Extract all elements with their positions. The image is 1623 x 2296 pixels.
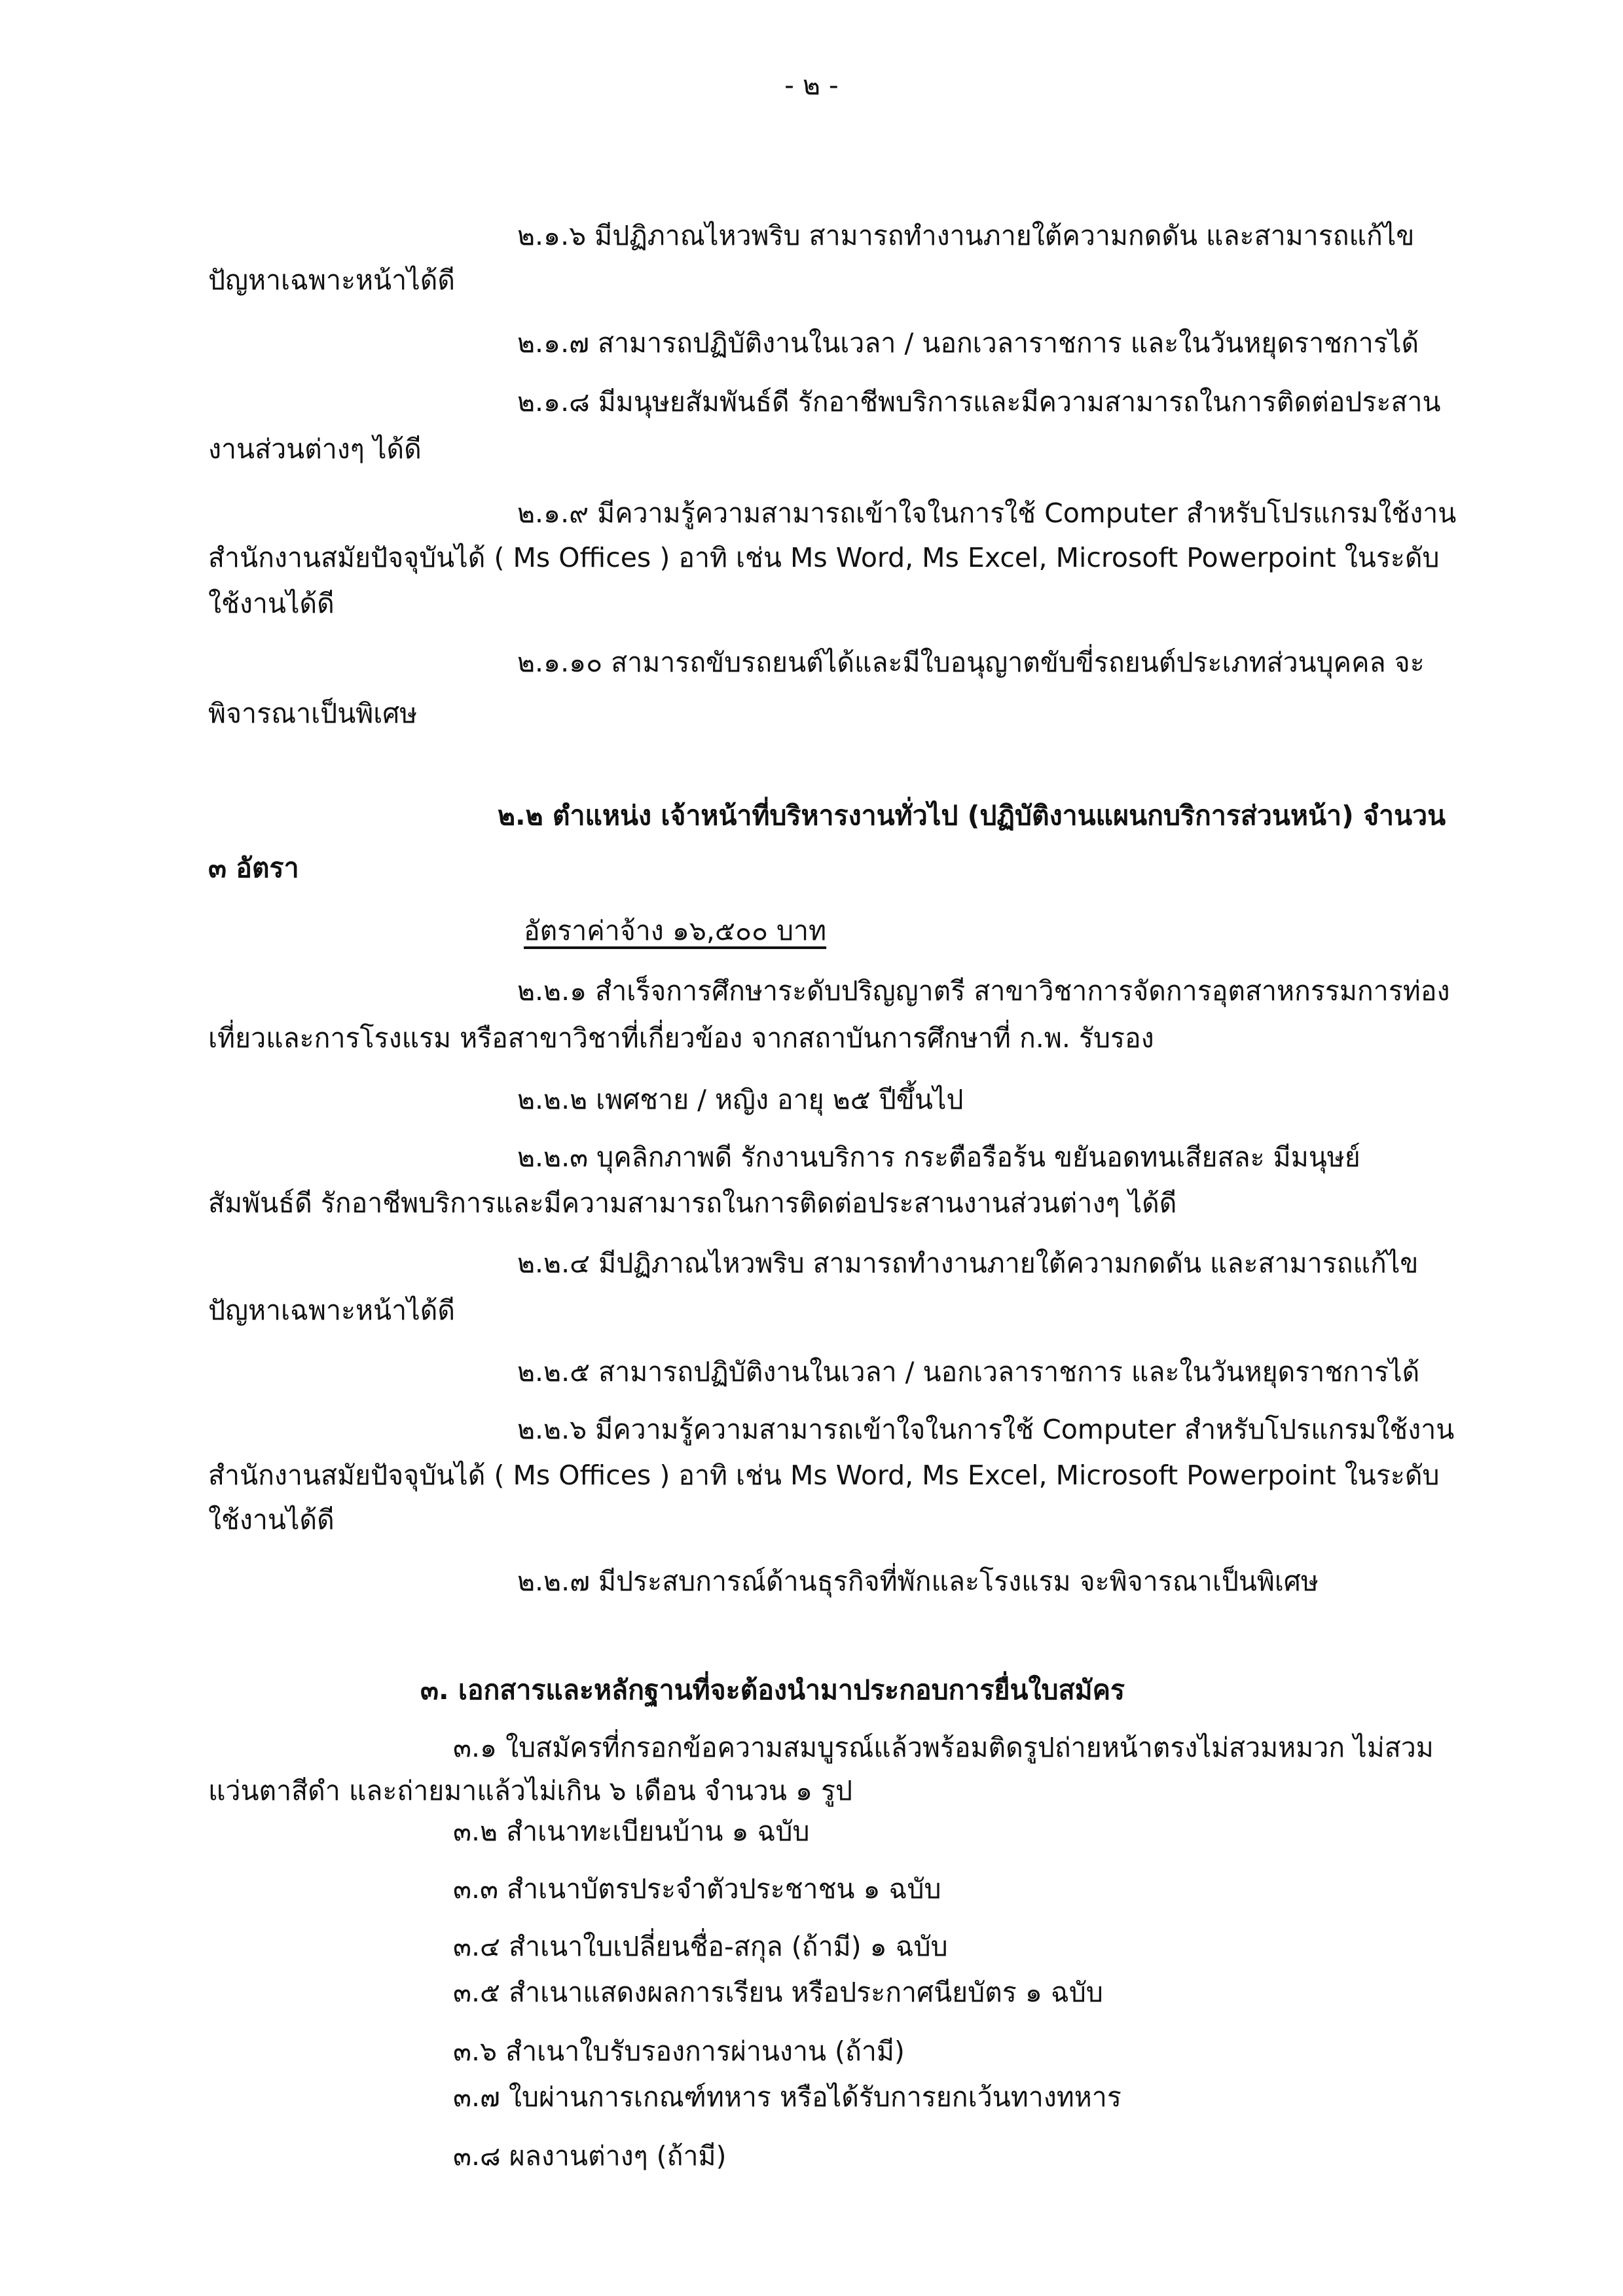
- item-2-2-2: ๒.๒.๒ เพศชาย / หญิง อายุ ๒๕ ปีขึ้นไป: [517, 1084, 964, 1115]
- item-2-2-5: ๒.๒.๕ สามารถปฏิบัติงานในเวลา / นอกเวลาราชการ และในวันหยุดราชการได้: [517, 1356, 1420, 1388]
- item-3-2: ๓.๒ สำเนาทะเบียนบ้าน ๑ ฉบับ: [453, 1816, 810, 1847]
- item-2-2-3-line1: ๒.๒.๓ บุคลิกภาพดี รักงานบริการ กระตือรือร้น ขยันอดทนเสียสละ มีมนุษย์: [517, 1141, 1360, 1173]
- section-2-2-heading-line2: ๓ อัตรา: [208, 852, 299, 884]
- item-2-2-4-line2: ปัญหาเฉพาะหน้าได้ดี: [208, 1295, 455, 1326]
- item-2-2-3-line2: สัมพันธ์ดี รักอาชีพบริการและมีความสามารถในการติดต่อประสานงานส่วนต่างๆ ได้ดี: [208, 1187, 1177, 1219]
- item-2-2-1-line2: เที่ยวและการโรงแรม หรือสาขาวิชาที่เกี่ยวข้อง จากสถาบันการศึกษาที่ ก.พ. รับรอง: [208, 1022, 1154, 1054]
- item-3-5: ๓.๕ สำเนาแสดงผลการเรียน หรือประกาศนียบัตร ๑ ฉบับ: [453, 1977, 1103, 2008]
- item-3-1-line1: ๓.๑ ใบสมัครที่กรอกข้อความสมบูรณ์แล้วพร้อมติดรูปถ่ายหน้าตรงไม่สวมหมวก ไม่สวม: [453, 1732, 1434, 1763]
- item-2-1-6-line2: ปัญหาเฉพาะหน้าได้ดี: [208, 264, 455, 296]
- item-3-3: ๓.๓ สำเนาบัตรประจำตัวประชาชน ๑ ฉบับ: [453, 1873, 941, 1905]
- item-2-2-6-line2: สำนักงานสมัยปัจจุบันได้ ( Ms Offices ) อาทิ เช่น Ms Word, Ms Excel, Microsoft Powerpoint ในระดับ: [208, 1460, 1440, 1491]
- item-3-6: ๓.๖ สำเนาใบรับรองการผ่านงาน (ถ้ามี): [453, 2036, 905, 2067]
- item-2-2-1-line1: ๒.๒.๑ สำเร็จการศึกษาระดับปริญญาตรี สาขาวิชาการจัดการอุตสาหกรรมการท่อง: [517, 975, 1450, 1007]
- item-2-1-6-line1: ๒.๑.๖ มีปฏิภาณไหวพริบ สามารถทำงานภายใต้ความกดดัน และสามารถแก้ไข: [517, 220, 1415, 251]
- item-2-1-10-line2: พิจารณาเป็นพิเศษ: [208, 698, 418, 729]
- item-2-2-6-line3: ใช้งานได้ดี: [208, 1504, 335, 1535]
- section-2-2-heading-line1: ๒.๒ ตำแหน่ง เจ้าหน้าที่บริหารงานทั่วไป (ปฏิบัติงานแผนกบริการส่วนหน้า) จำนวน: [498, 800, 1446, 831]
- section-3-heading: ๓. เอกสารและหลักฐานที่จะต้องนำมาประกอบการยื่นใบสมัคร: [420, 1674, 1125, 1706]
- item-2-2-7: ๒.๒.๗ มีประสบการณ์ด้านธุรกิจที่พักและโรงแรม จะพิจารณาเป็นพิเศษ: [517, 1566, 1319, 1597]
- item-2-1-8-line1: ๒.๑.๘ มีมนุษยสัมพันธ์ดี รักอาชีพบริการและมีความสามารถในการติดต่อประสาน: [517, 386, 1441, 418]
- item-2-1-7: ๒.๑.๗ สามารถปฏิบัติงานในเวลา / นอกเวลาราชการ และในวันหยุดราชการได้: [517, 327, 1419, 359]
- item-2-2-6-line1: ๒.๒.๖ มีความรู้ความสามารถเข้าใจในการใช้ Computer สำหรับโปรแกรมใช้งาน: [517, 1414, 1455, 1445]
- item-2-1-8-line2: งานส่วนต่างๆ ได้ดี: [208, 433, 422, 465]
- item-3-1-line2: แว่นตาสีดำ และถ่ายมาแล้วไม่เกิน ๖ เดือน จำนวน ๑ รูป: [208, 1775, 853, 1806]
- item-2-2-4-line1: ๒.๒.๔ มีปฏิภาณไหวพริบ สามารถทำงานภายใต้ความกดดัน และสามารถแก้ไข: [517, 1247, 1419, 1279]
- item-3-8: ๓.๘ ผลงานต่างๆ (ถ้ามี): [453, 2140, 727, 2172]
- item-3-4: ๓.๔ สำเนาใบเปลี่ยนชื่อ-สกุล (ถ้ามี) ๑ ฉบับ: [453, 1931, 948, 1962]
- item-2-1-9-line1: ๒.๑.๙ มีความรู้ความสามารถเข้าใจในการใช้ Computer สำหรับโปรแกรมใช้งาน: [517, 497, 1457, 529]
- item-2-1-10-line1: ๒.๑.๑๐ สามารถขับรถยนต์ได้และมีใบอนุญาตขับขี่รถยนต์ประเภทส่วนบุคคล จะ: [517, 647, 1425, 678]
- page-number: - ๒ -: [784, 69, 839, 101]
- item-2-1-9-line2: สำนักงานสมัยปัจจุบันได้ ( Ms Offices ) อาทิ เช่น Ms Word, Ms Excel, Microsoft Powerpoint ในระดับ: [208, 542, 1440, 573]
- wage-rate: อัตราค่าจ้าง ๑๖,๕๐๐ บาท: [524, 915, 827, 946]
- item-2-1-9-line3: ใช้งานได้ดี: [208, 588, 335, 619]
- item-3-7: ๓.๗ ใบผ่านการเกณฑ์ทหาร หรือได้รับการยกเว้นทางทหาร: [453, 2081, 1122, 2113]
